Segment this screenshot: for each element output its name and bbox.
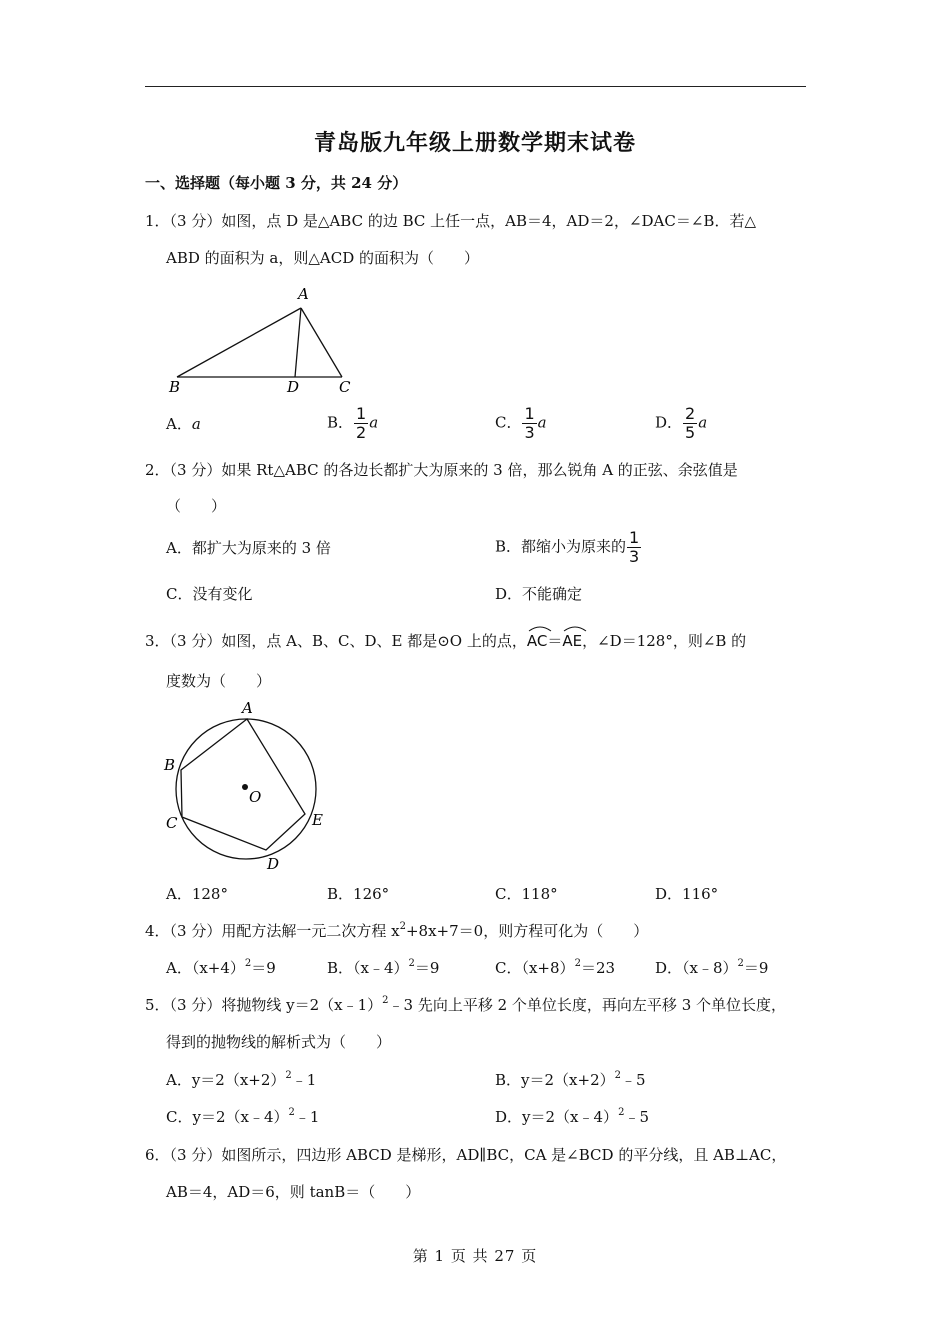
q3-stem-line1: 3．（3 分）如图，点 A、B、C、D、E 都是⊙O 上的点， AC＝ AE，∠D＝128°，则∠B 的 [145,630,746,652]
q2-option-b[interactable]: B．都缩小为原来的 $\frac{1}{3}$ [495,528,640,566]
q3-option-d[interactable]: D．116° [655,885,719,903]
q3-label-o: O [249,788,262,806]
q5-option-d[interactable]: D．y＝2（x﹣4）$^2$﹣5 [495,1107,649,1126]
q2-stem-line2: （ ） [166,497,227,515]
q3-stem-line2: 度数为（ ） [166,672,272,690]
q3-label-d: D [267,855,280,873]
q3-option-b[interactable]: B．126° [327,885,390,903]
q1-stem-line2: ABD 的面积为 a，则△ACD 的面积为（ ） [166,249,480,267]
q1-option-c[interactable]: C． $\frac{1}{3}$ a [495,404,547,442]
q1-option-d[interactable]: D． $\frac{2}{5}$ a [655,404,708,442]
q3-label-e: E [312,811,323,829]
page-footer: 第 1 页 共 27 页 [412,1247,538,1265]
header-rule [145,86,806,87]
q1-option-a[interactable]: A．a [166,415,201,433]
q3-arc-ac: AC [527,630,547,652]
q4-option-d[interactable]: D．（x﹣8）$^2$＝9 [655,958,769,977]
q2-option-c[interactable]: C．没有变化 [166,585,253,603]
q1-label-b: B [169,378,181,396]
q3-label-c: C [166,814,178,832]
q3-arc-ae: AE [562,630,582,652]
q5-option-b[interactable]: B．$y=2(x+2)^2﹣5$ [495,1070,646,1089]
q3-option-a[interactable]: A．128° [166,885,228,903]
page-title: 青岛版九年级上册数学期末试卷 [313,130,636,156]
q5-option-a[interactable]: A．$y=2(x+2)^2﹣1$ [166,1070,317,1089]
q3-label-b: B [164,756,176,774]
q6-stem-line1: 6．（3 分）如图所示，四边形 ABCD 是梯形，AD∥BC，CA 是∠BCD 的平分线，且 AB⊥AC， [145,1146,787,1164]
section-heading: 一、选择题（每小题 3 分，共 24 分） [145,174,408,192]
q1-label-d: D [287,378,300,396]
q3-option-c[interactable]: C．118° [495,885,558,903]
q2-stem-line1: 2．（3 分）如果 Rt△ABC 的各边长都扩大为原来的 3 倍，那么锐角 A 的正弦、余弦值是 [145,461,738,479]
q5-stem-line1: 5．（3 分）将抛物线 y＝2（x﹣1）$^2$﹣3 先向上平移 2 个单位长度，再向左平移 3 个单位长度， [145,995,787,1014]
q3-circle-figure [160,698,335,876]
q4-option-b[interactable]: B．（x﹣4）$^2$＝9 [327,958,440,977]
q3-label-a: A [242,699,253,717]
q1-label-a: A [298,285,309,303]
q1-label-c: C [339,378,351,396]
q5-stem-line2: 得到的抛物线的解析式为（ ） [166,1033,392,1051]
q4-option-a[interactable]: A．$(x+4)^2=9$ [166,958,276,977]
q1-option-b[interactable]: B． $\frac{1}{2}$ a [327,404,379,442]
q6-stem-line2: AB＝4，AD＝6，则 tanB＝（ ） [166,1183,421,1201]
q2-option-a[interactable]: A．都扩大为原来的 3 倍 [166,539,331,557]
q4-option-c[interactable]: C．$(x+8)^2=23$ [495,958,616,977]
q1-stem-line1: 1．（3 分）如图，点 D 是△ABC 的边 BC 上任一点，AB＝4，AD＝2，∠DAC＝∠B．若△ [145,212,756,230]
q1-triangle-figure [165,282,365,397]
q5-option-c[interactable]: C．y＝2（x﹣4）$^2$﹣1 [166,1107,320,1126]
q2-option-d[interactable]: D．不能确定 [495,585,583,603]
q4-stem: 4．（3 分）用配方法解一元二次方程 $x^2+8x+7=0$，则方程可化为（ ） [145,921,649,940]
